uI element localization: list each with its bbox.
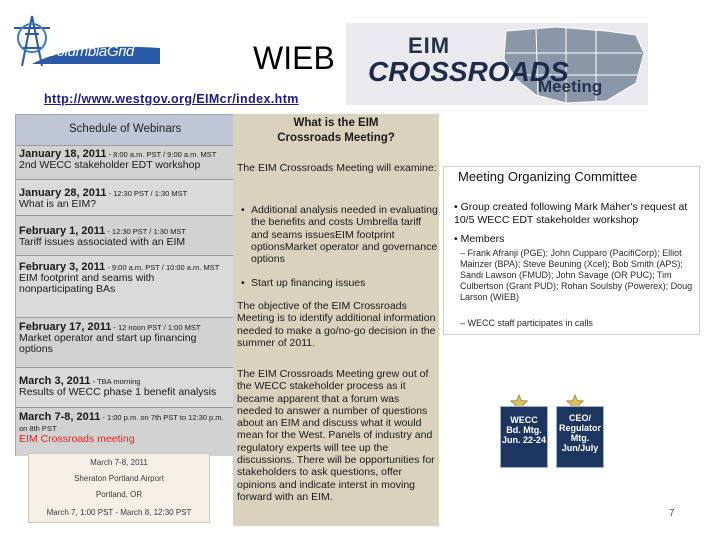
item-title: Tariff issues associated with an EIM (19, 236, 186, 249)
what-objective: The objective of the EIM Crossroads Meeting is to identify additional information needed to make a go/no-go decision in the summer of 2011. (237, 300, 436, 349)
item-time: - 1:00 p.m. on 7th PST to 12:30 p.m. on 8th PST (19, 413, 224, 434)
ceo-regulator-card (556, 406, 604, 468)
item-time: - 12:30 PST / 1:30 MST (106, 189, 188, 198)
card-line: CEO/ (568, 413, 591, 423)
item-date: January 18, 2011 (19, 148, 107, 160)
schedule-item (16, 367, 234, 408)
page-title: WIEB (253, 40, 335, 76)
schedule-item (16, 179, 234, 216)
committee-members: – Frank Afranji (PGE); John Cupparo (PacifiCorp); Elliot Mainzer (BPA); Steve Beuning (Xcel); Bob Smith (APS); Sandi Lawson (FMUD); John Savage (OR PUC); Tim Culbertson (Grant PUD); Rohan Soulsby (Powerex); Doug Larson (WIEB) (460, 248, 693, 302)
what-bullet: • Additional analysis needed in evaluating the benefits and costs Umbrella tariff and seams issuesEIM footprint optionsMarket operator and governance options (251, 204, 439, 265)
what-bullet: • Start up financing issues (251, 277, 439, 289)
item-time: - 12 noon PST / 1:00 MST (111, 323, 201, 332)
card-line: Jun/July (561, 443, 599, 453)
item-title: 2nd WECC stakeholder EDT workshop (19, 159, 201, 172)
what-background: The EIM Crossroads Meeting grew out of the WECC stakeholder process as it became apparent that a forum was needed to answer a number of questions about an EIM and discuss what it would mean for the West. Panels of industry and regulatory experts will tee up the discussions. There will be opportunities for stakeholders to ask questions, offer opinions and indicate interst in moving forward with an EIM. (237, 368, 435, 503)
schedule-item (16, 215, 234, 256)
item-title: EIM Crossroads meeting (19, 433, 135, 446)
venue-line: March 7, 1:00 PST - March 8, 12:30 PST (46, 508, 192, 517)
item-time: - TBA morning (90, 377, 141, 386)
item-time: - 8:00 a.m. PST / 9:00 a.m. MST (106, 150, 217, 159)
item-date: March 3, 2011 (19, 375, 91, 387)
item-date: February 3, 2011 (19, 261, 106, 273)
item-title: Results of WECC phase 1 benefit analysis (19, 386, 217, 399)
wecc-board-card (500, 406, 548, 468)
schedule-item (16, 317, 234, 368)
schedule-of-webinars (15, 114, 235, 456)
item-date: January 28, 2011 (19, 187, 107, 199)
milestone-diagram (498, 388, 618, 468)
schedule-item (16, 145, 234, 180)
schedule-heading-bar (16, 115, 234, 145)
page-number: 7 (669, 508, 675, 519)
eim-crossroads-banner (346, 23, 648, 105)
committee-bullet-text: Group created following Mark Maher's request at 10/5 WECC EDT stakeholder workshop (454, 201, 688, 226)
item-time: - 12:30 PST / 1:30 MST (105, 227, 186, 236)
committee-heading: Meeting Organizing Committee (458, 169, 638, 184)
committee-bullet: • Group created following Mark Maher's request at 10/5 WECC EDT stakeholder workshop (454, 201, 688, 226)
organizing-committee-panel (443, 166, 700, 335)
banner-meeting: Meeting (538, 77, 603, 96)
item-date: February 17, 2011 (19, 321, 112, 333)
venue-line: Sheraton Portland Airport (74, 474, 164, 483)
banner-eim: EIM (408, 33, 451, 58)
what-heading-line2: Crossroads Meeting? (277, 132, 395, 144)
venue-line: March 7-8, 2011 (90, 458, 148, 467)
schedule-item (16, 255, 234, 318)
card-line: Bd. Mtg. (506, 425, 542, 435)
committee-bullet: • Members (454, 233, 505, 245)
venue-card (28, 453, 210, 523)
schedule-item (16, 407, 234, 456)
committee-bullet-text: Members (460, 233, 505, 245)
what-heading-line1: What is the EIM (293, 117, 379, 129)
committee-note: – WECC staff participates in calls (460, 318, 593, 328)
item-date: February 1, 2011 (19, 225, 106, 237)
item-time: - 9:00 a.m. PST / 10:00 a.m. MST (105, 263, 220, 272)
item-title: Market operator and start up financing options (19, 332, 197, 356)
item-title: What is an EIM? (19, 198, 97, 211)
item-date: March 7-8, 2011 (19, 411, 101, 423)
card-line: Jun. 22-24 (501, 435, 547, 445)
card-line: Regulator (558, 423, 601, 433)
wieb-link[interactable]: http://www.westgov.org/EIMcr/index.htm (44, 92, 299, 106)
logo-text: ColumbiaGrid (46, 43, 135, 60)
banner-crossroads: CROSSROADS (368, 56, 569, 87)
what-intro: The EIM Crossroads Meeting will examine: (237, 162, 437, 174)
item-title: EIM footprint and seams with nonparticipating BAs (19, 272, 155, 296)
what-is-eim-panel (233, 114, 439, 526)
schedule-heading: Schedule of Webinars (69, 123, 182, 135)
card-line: WECC (510, 415, 538, 425)
card-line: Mtg. (570, 433, 590, 443)
venue-line: Portland, OR (95, 490, 143, 499)
columbiagrid-logo (10, 12, 160, 72)
